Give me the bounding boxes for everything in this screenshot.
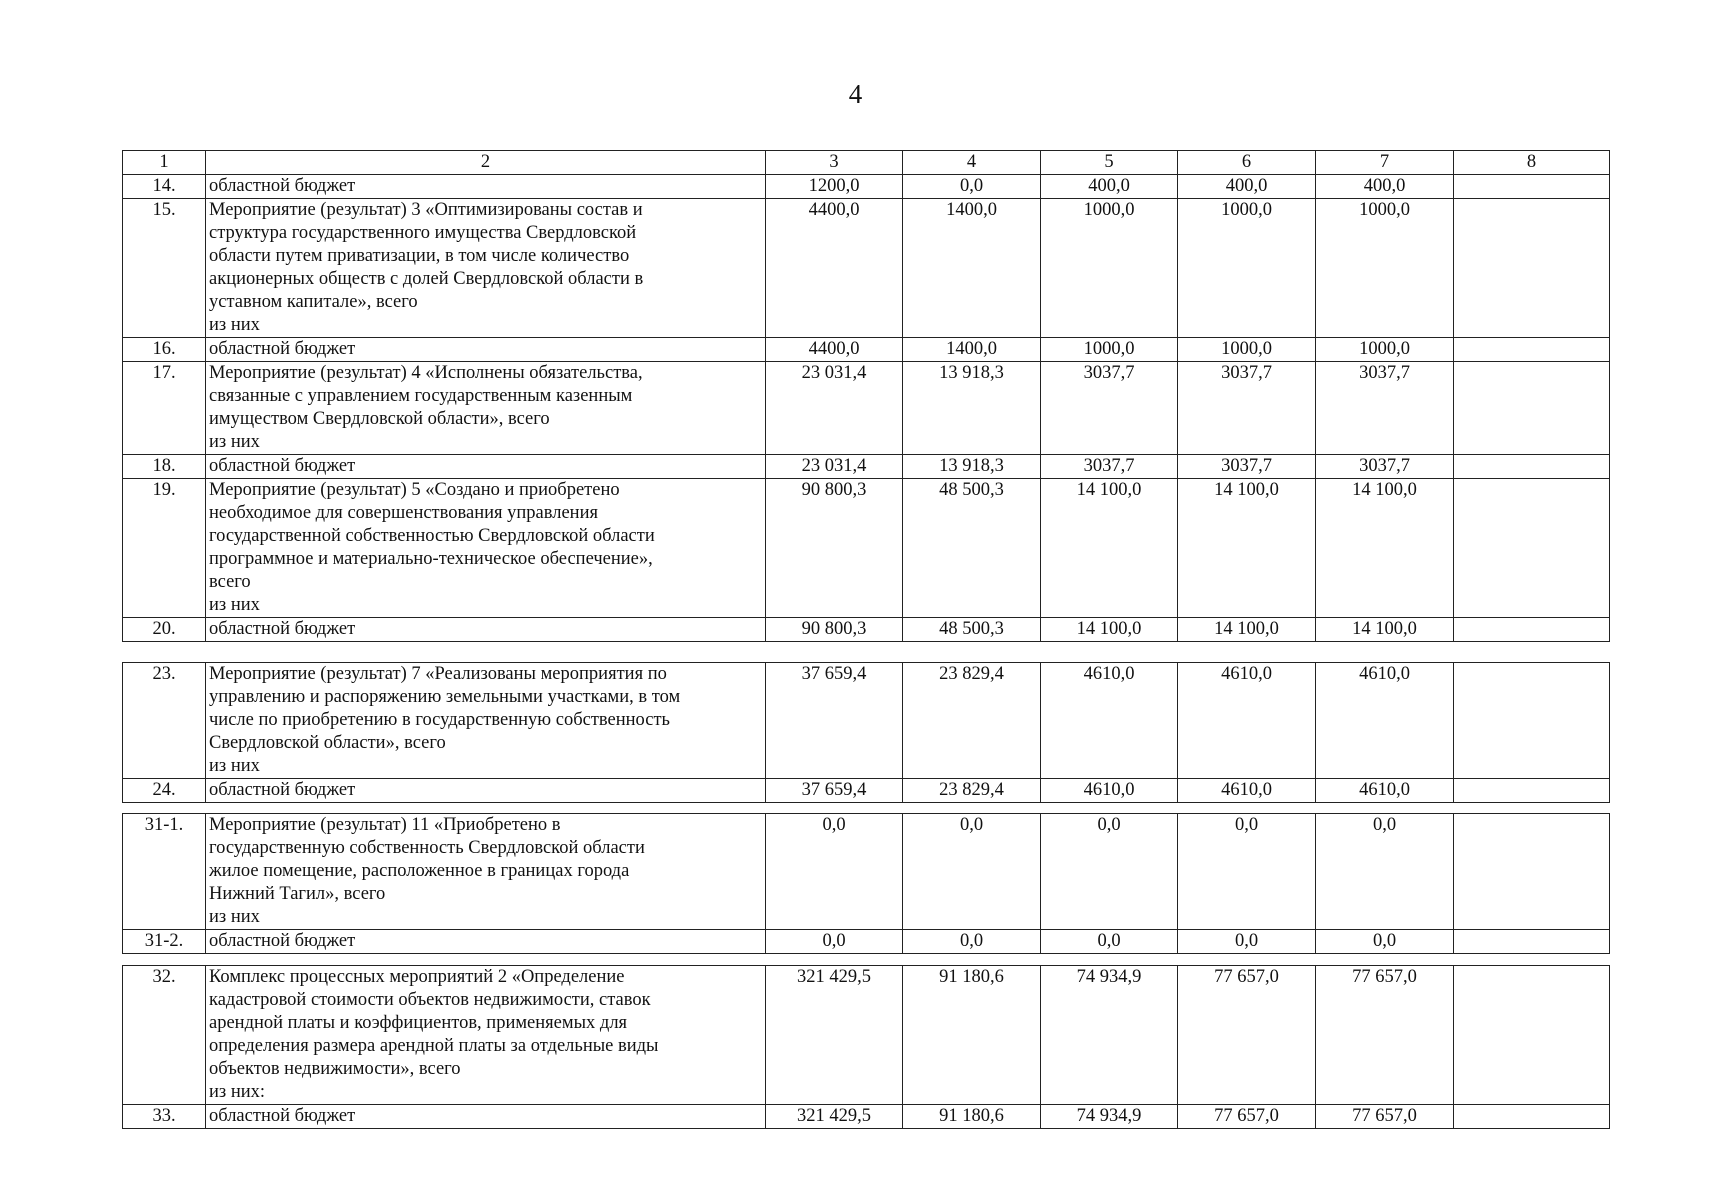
- description-line: необходимое для совершенствования управления: [209, 503, 598, 523]
- amount-cell-col-4: 0,0: [903, 175, 1041, 199]
- column-number-header: 4: [903, 151, 1041, 175]
- amount-cell-col-4: 91 180,6: [903, 966, 1041, 1105]
- description-line: Свердловской области», всего: [209, 733, 446, 753]
- amount-cell-col-5: 14 100,0: [1041, 479, 1178, 618]
- row-number: 18.: [123, 455, 206, 479]
- amount-cell-col-6: 1000,0: [1178, 199, 1316, 338]
- description-line: акционерных обществ с долей Свердловской области в: [209, 269, 644, 289]
- table-row: [123, 966, 1610, 1105]
- row-description: [206, 814, 766, 930]
- budget-table-block-3: [122, 813, 1610, 954]
- amount-cell-col-3: 4400,0: [766, 199, 903, 338]
- amount-cell-col-6: 4610,0: [1178, 663, 1316, 779]
- amount-cell-col-7: 400,0: [1316, 175, 1454, 199]
- amount-cell-col-7: 0,0: [1316, 814, 1454, 930]
- amount-cell-col-6: 14 100,0: [1178, 618, 1316, 642]
- amount-cell-col-4: 23 829,4: [903, 663, 1041, 779]
- description-line: программное и материально-техническое обеспечение»,: [209, 549, 653, 569]
- amount-cell-col-7: 1000,0: [1316, 199, 1454, 338]
- row-description: [206, 618, 766, 642]
- table-row: [123, 814, 1610, 930]
- table-row: [123, 618, 1610, 642]
- amount-cell-col-4: 1400,0: [903, 199, 1041, 338]
- amount-cell-col-3: 1200,0: [766, 175, 903, 199]
- amount-cell-col-6: 1000,0: [1178, 338, 1316, 362]
- amount-cell-col-6: 0,0: [1178, 930, 1316, 954]
- column-number-header: 3: [766, 151, 903, 175]
- amount-cell-col-5: 74 934,9: [1041, 1105, 1178, 1129]
- amount-cell-col-7: 14 100,0: [1316, 479, 1454, 618]
- row-number: 16.: [123, 338, 206, 362]
- row-description: [206, 1105, 766, 1129]
- row-number: 17.: [123, 362, 206, 455]
- amount-cell-col-4: 91 180,6: [903, 1105, 1041, 1129]
- table-row: [123, 479, 1610, 618]
- description-line: арендной платы и коэффициентов, применяемых для: [209, 1013, 628, 1033]
- amount-cell-col-7: 77 657,0: [1316, 966, 1454, 1105]
- amount-cell-col-4: 48 500,3: [903, 479, 1041, 618]
- amount-cell-col-5: 4610,0: [1041, 779, 1178, 803]
- table-row: [123, 455, 1610, 479]
- row-number: 15.: [123, 199, 206, 338]
- column-number-header: 6: [1178, 151, 1316, 175]
- amount-cell-col-5: 3037,7: [1041, 362, 1178, 455]
- description-line: областной бюджет: [209, 619, 356, 639]
- table-row: [123, 779, 1610, 803]
- amount-cell-col-3: 0,0: [766, 814, 903, 930]
- amount-cell-col-5: 14 100,0: [1041, 618, 1178, 642]
- description-line: структура государственного имущества Свердловской: [209, 223, 637, 243]
- row-description: [206, 479, 766, 618]
- row-number: 33.: [123, 1105, 206, 1129]
- row-description: [206, 175, 766, 199]
- description-line: из них: [209, 595, 260, 615]
- description-line: областной бюджет: [209, 456, 356, 476]
- amount-cell-col-3: 37 659,4: [766, 663, 903, 779]
- row-description: [206, 362, 766, 455]
- amount-cell-col-3: 90 800,3: [766, 479, 903, 618]
- description-line: государственной собственностью Свердловской области: [209, 526, 655, 546]
- table-row: [123, 1105, 1610, 1129]
- description-line: Нижний Тагил», всего: [209, 884, 386, 904]
- row-description: [206, 779, 766, 803]
- amount-cell-col-7: 0,0: [1316, 930, 1454, 954]
- note-cell: [1454, 814, 1610, 930]
- table-row: [123, 175, 1610, 199]
- table-row: [123, 338, 1610, 362]
- description-line: управлению и распоряжению земельными участками, в том: [209, 687, 681, 707]
- amount-cell-col-6: 14 100,0: [1178, 479, 1316, 618]
- amount-cell-col-7: 4610,0: [1316, 663, 1454, 779]
- amount-cell-col-6: 77 657,0: [1178, 1105, 1316, 1129]
- description-line: объектов недвижимости», всего: [209, 1059, 461, 1079]
- amount-cell-col-5: 0,0: [1041, 814, 1178, 930]
- description-line: жилое помещение, расположенное в границах города: [209, 861, 630, 881]
- description-line: всего: [209, 572, 251, 592]
- note-cell: [1454, 779, 1610, 803]
- amount-cell-col-5: 1000,0: [1041, 199, 1178, 338]
- row-number: 19.: [123, 479, 206, 618]
- amount-cell-col-4: 1400,0: [903, 338, 1041, 362]
- amount-cell-col-5: 0,0: [1041, 930, 1178, 954]
- description-line: из них: [209, 315, 260, 335]
- row-number: 31-1.: [123, 814, 206, 930]
- description-line: из них: [209, 432, 260, 452]
- amount-cell-col-3: 23 031,4: [766, 455, 903, 479]
- description-line: из них: [209, 756, 260, 776]
- description-line: Мероприятие (результат) 3 «Оптимизированы состав и: [209, 200, 643, 220]
- table-row: [123, 362, 1610, 455]
- amount-cell-col-6: 4610,0: [1178, 779, 1316, 803]
- description-line: из них: [209, 907, 260, 927]
- row-description: [206, 966, 766, 1105]
- amount-cell-col-3: 23 031,4: [766, 362, 903, 455]
- description-line: Мероприятие (результат) 5 «Создано и приобретено: [209, 480, 620, 500]
- amount-cell-col-6: 3037,7: [1178, 455, 1316, 479]
- note-cell: [1454, 455, 1610, 479]
- table-row: [123, 930, 1610, 954]
- note-cell: [1454, 199, 1610, 338]
- description-line: областной бюджет: [209, 780, 356, 800]
- budget-table-block-1: [122, 150, 1610, 642]
- amount-cell-col-4: 13 918,3: [903, 455, 1041, 479]
- row-number: 31-2.: [123, 930, 206, 954]
- description-line: Мероприятие (результат) 7 «Реализованы мероприятия по: [209, 664, 667, 684]
- description-line: Мероприятие (результат) 4 «Исполнены обязательства,: [209, 363, 643, 383]
- amount-cell-col-4: 13 918,3: [903, 362, 1041, 455]
- description-line: связанные с управлением государственным казенным: [209, 386, 633, 406]
- description-line: Комплекс процессных мероприятий 2 «Определение: [209, 967, 625, 987]
- description-line: уставном капитале», всего: [209, 292, 418, 312]
- note-cell: [1454, 618, 1610, 642]
- row-number: 20.: [123, 618, 206, 642]
- amount-cell-col-6: 3037,7: [1178, 362, 1316, 455]
- amount-cell-col-4: 48 500,3: [903, 618, 1041, 642]
- amount-cell-col-3: 321 429,5: [766, 966, 903, 1105]
- amount-cell-col-3: 0,0: [766, 930, 903, 954]
- row-description: [206, 930, 766, 954]
- amount-cell-col-5: 400,0: [1041, 175, 1178, 199]
- column-number-header: 7: [1316, 151, 1454, 175]
- row-number: 24.: [123, 779, 206, 803]
- amount-cell-col-5: 74 934,9: [1041, 966, 1178, 1105]
- amount-cell-col-6: 77 657,0: [1178, 966, 1316, 1105]
- amount-cell-col-5: 1000,0: [1041, 338, 1178, 362]
- description-line: числе по приобретению в государственную собственность: [209, 710, 670, 730]
- amount-cell-col-7: 14 100,0: [1316, 618, 1454, 642]
- budget-table-block-2: [122, 662, 1610, 803]
- note-cell: [1454, 966, 1610, 1105]
- table-row: [123, 199, 1610, 338]
- amount-cell-col-6: 400,0: [1178, 175, 1316, 199]
- column-number-header: 2: [206, 151, 766, 175]
- row-number: 23.: [123, 663, 206, 779]
- amount-cell-col-4: 0,0: [903, 814, 1041, 930]
- budget-table-block-4: [122, 965, 1610, 1129]
- row-description: [206, 199, 766, 338]
- amount-cell-col-5: 3037,7: [1041, 455, 1178, 479]
- amount-cell-col-3: 90 800,3: [766, 618, 903, 642]
- amount-cell-col-7: 3037,7: [1316, 455, 1454, 479]
- description-line: определения размера арендной платы за отдельные виды: [209, 1036, 659, 1056]
- amount-cell-col-4: 0,0: [903, 930, 1041, 954]
- row-description: [206, 455, 766, 479]
- note-cell: [1454, 479, 1610, 618]
- amount-cell-col-7: 4610,0: [1316, 779, 1454, 803]
- amount-cell-col-6: 0,0: [1178, 814, 1316, 930]
- description-line: кадастровой стоимости объектов недвижимости, ставок: [209, 990, 651, 1010]
- description-line: областной бюджет: [209, 339, 356, 359]
- note-cell: [1454, 175, 1610, 199]
- description-line: областной бюджет: [209, 931, 356, 951]
- description-line: Мероприятие (результат) 11 «Приобретено в: [209, 815, 561, 835]
- table-row: [123, 663, 1610, 779]
- description-line: областной бюджет: [209, 176, 356, 196]
- row-description: [206, 338, 766, 362]
- row-number: 14.: [123, 175, 206, 199]
- amount-cell-col-4: 23 829,4: [903, 779, 1041, 803]
- row-number: 32.: [123, 966, 206, 1105]
- description-line: имуществом Свердловской области», всего: [209, 409, 550, 429]
- amount-cell-col-7: 1000,0: [1316, 338, 1454, 362]
- page-number: 4: [848, 79, 863, 109]
- description-line: государственную собственность Свердловской области: [209, 838, 645, 858]
- column-number-header: 5: [1041, 151, 1178, 175]
- amount-cell-col-3: 37 659,4: [766, 779, 903, 803]
- column-number-header: 8: [1454, 151, 1610, 175]
- note-cell: [1454, 930, 1610, 954]
- amount-cell-col-7: 77 657,0: [1316, 1105, 1454, 1129]
- note-cell: [1454, 663, 1610, 779]
- description-line: областной бюджет: [209, 1106, 356, 1126]
- amount-cell-col-5: 4610,0: [1041, 663, 1178, 779]
- amount-cell-col-3: 321 429,5: [766, 1105, 903, 1129]
- note-cell: [1454, 1105, 1610, 1129]
- header-row: [123, 151, 1610, 175]
- description-line: области путем приватизации, в том числе количество: [209, 246, 630, 266]
- note-cell: [1454, 362, 1610, 455]
- amount-cell-col-7: 3037,7: [1316, 362, 1454, 455]
- row-description: [206, 663, 766, 779]
- column-number-header: 1: [123, 151, 206, 175]
- note-cell: [1454, 338, 1610, 362]
- description-line: из них:: [209, 1082, 266, 1102]
- amount-cell-col-3: 4400,0: [766, 338, 903, 362]
